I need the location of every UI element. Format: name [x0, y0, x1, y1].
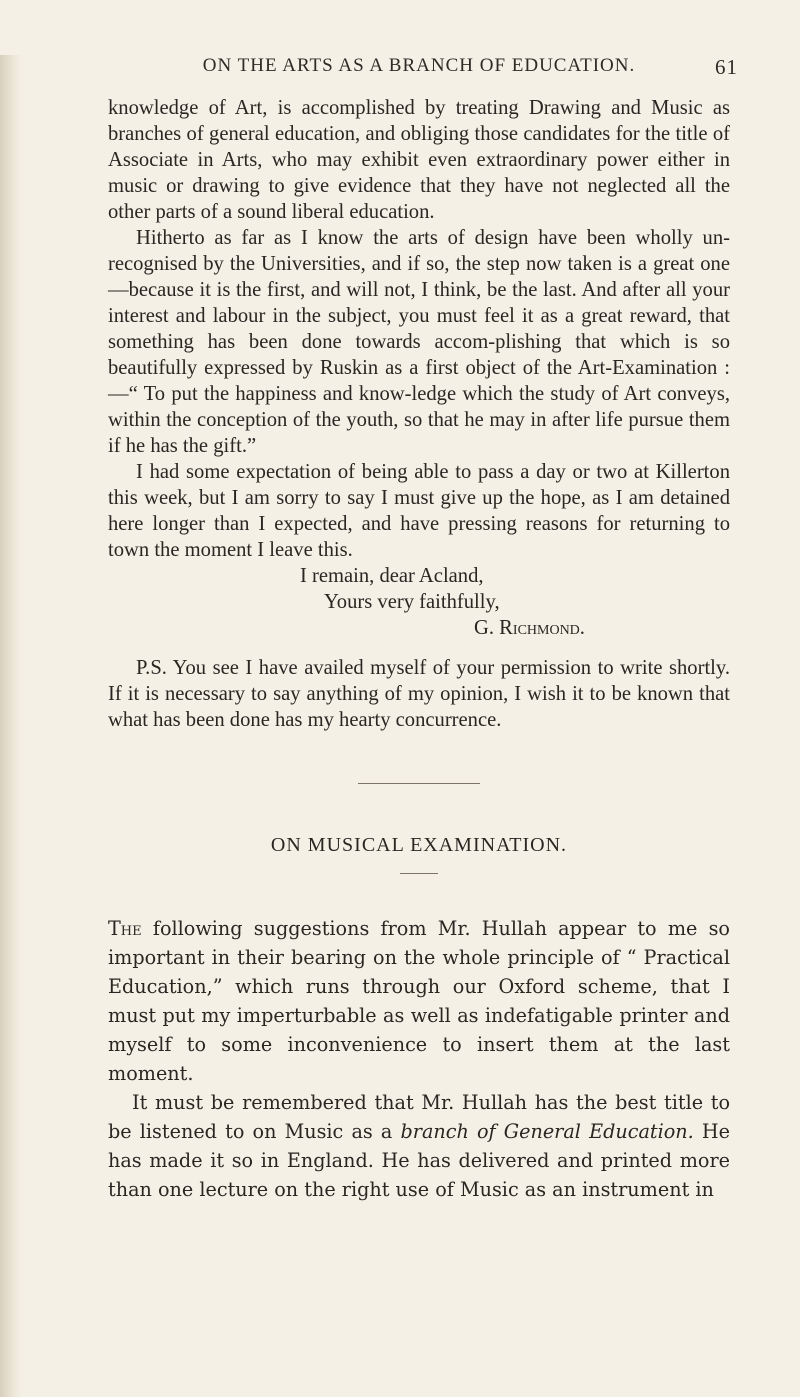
page-number: 61	[715, 55, 738, 79]
section-paragraph-2	[108, 1088, 730, 1204]
running-title: ON THE ARTS AS A BRANCH OF EDUCATION.	[202, 55, 636, 76]
letter-paragraph-1: knowledge of Art, is accomplished by treating Drawing and Music as branches of general education, and obliging those candidates for the title of Associate in Arts, who may exhibit even extraordinary power either in music or drawing to give evidence that they have not neglected all the other parts of a sound liberal education.	[108, 97, 730, 223]
section-title: ON MUSICAL EXAMINATION.	[270, 834, 568, 856]
letter-paragraph-3: I had some expectation of being able to pass a day or two at Killerton this week, but I am sorry to say I must give up the hope, as I am detained here longer than I expected, and have pressing reasons for returning to town the moment I leave this.	[108, 461, 730, 561]
section-paragraph-2-end: He has made it so in England. He has delivered and printed more than one lecture on the right use of Music as an instrument in	[108, 1120, 730, 1201]
section-divider	[358, 783, 480, 784]
letter-closing	[108, 563, 730, 641]
signature: G. Richmond.	[474, 617, 585, 639]
book-page	[0, 55, 800, 1397]
page-gutter-shadow	[0, 55, 22, 1397]
section-lead-word: The	[108, 917, 142, 940]
section-paragraph-2-start: It must be remembered that Mr. Hullah has the best title to be listened to on Music as a	[108, 1091, 730, 1143]
postscript-block	[108, 655, 730, 733]
section-paragraph-2-italic: branch of General Education.	[400, 1120, 694, 1143]
section-paragraph-1-text: following suggestions from Mr. Hullah appear to me so important in their bearing on the whole principle of “ Practical Education,” which runs through our Oxford scheme, that I must put my imperturbable as well as indefatigable printer and myself to some inconvenience to insert them at the last moment.	[108, 917, 730, 1085]
letter-body	[108, 95, 730, 563]
running-head	[108, 55, 738, 85]
letter-paragraph-2: Hitherto as far as I know the arts of design have been wholly un-recognised by the Universities, and if so, the step now taken is a great one—because it is the first, and will not, I think, be the last. And after all your interest and labour in the subject, you must feel it as a great reward, that something has been done towards accom-plishing that which is so beautifully expressed by Ruskin as a first object of the Art-Examination :—“ To put the happiness and know-ledge which the study of Art conveys, within the conception of the youth, so that he may in after life pursue them if he has the gift.”	[108, 227, 730, 457]
section-paragraph-1	[108, 914, 730, 1088]
title-underline	[400, 873, 438, 874]
section-body	[108, 914, 730, 1204]
closing-salutation: I remain, dear Acland,	[300, 565, 484, 587]
closing-valediction: Yours very faithfully,	[324, 591, 500, 613]
postscript: P.S. You see I have availed myself of your permission to write shortly. If it is necessary to say anything of my opinion, I wish it to be known that what has been done has my hearty concurrence.	[108, 657, 730, 731]
